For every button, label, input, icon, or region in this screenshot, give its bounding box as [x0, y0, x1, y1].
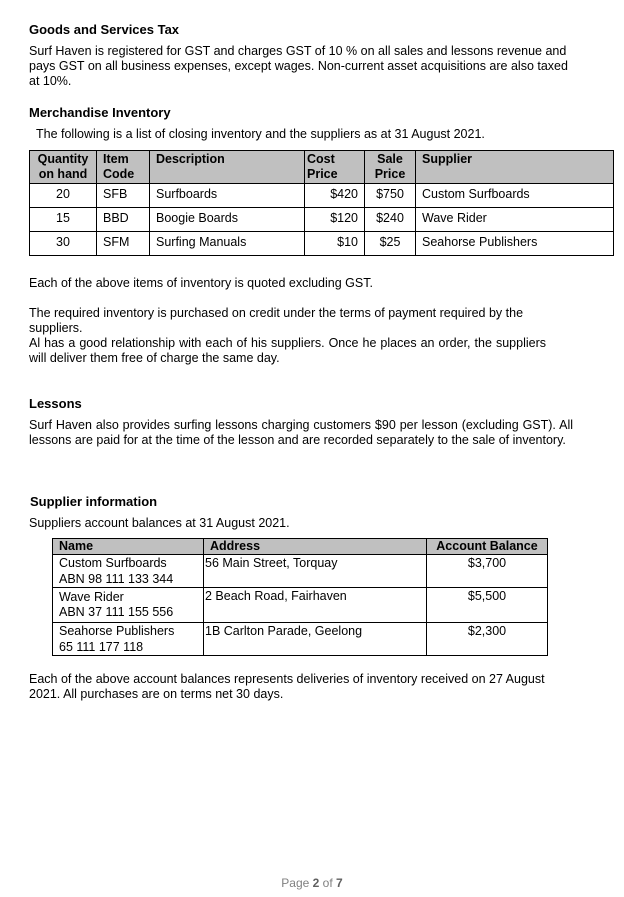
inventory-relationship-note: Al has a good relationship with each of his suppliers. Once he places an order, the suppliers will deliver them free of charge the same day.: [29, 336, 546, 365]
header-qty: Quantity on hand: [30, 151, 97, 184]
supplier-intro: Suppliers account balances at 31 August 2021.: [29, 516, 290, 530]
row-sale: $240: [365, 208, 416, 232]
row-sale: $750: [365, 184, 416, 208]
row-cost: $10: [305, 232, 365, 256]
supplier-name: Custom Surfboards: [59, 556, 167, 570]
supplier-balance: $5,500: [427, 588, 548, 623]
inventory-table: [29, 150, 614, 256]
header-sale: Sale Price: [365, 151, 416, 184]
footer-of-word: of: [322, 876, 333, 890]
gst-heading: Goods and Services Tax: [29, 22, 180, 37]
table-row: [53, 588, 548, 623]
supplier-header-row: [53, 539, 548, 555]
row-code: SFM: [97, 232, 150, 256]
supplier-name-cell: [53, 555, 204, 588]
supplier-abn: 65 111 177 118: [59, 640, 144, 654]
row-qty: 15: [30, 208, 97, 232]
header-code: Item Code: [97, 151, 150, 184]
row-code: BBD: [97, 208, 150, 232]
table-row: [53, 555, 548, 588]
supplier-table: [52, 538, 548, 656]
row-sale: $25: [365, 232, 416, 256]
header-name: Name: [53, 539, 204, 555]
supplier-heading: Supplier information: [30, 494, 158, 509]
gst-paragraph: Surf Haven is registered for GST and charges GST of 10 % on all sales and lessons revenue and pays GST on all business expenses, except wages. Non-current asset acquisitions are also taxed at 10%.: [29, 44, 568, 88]
row-description: Surfing Manuals: [150, 232, 305, 256]
inventory-heading: Merchandise Inventory: [29, 105, 171, 120]
row-qty: 20: [30, 184, 97, 208]
header-cost: Cost Price: [305, 151, 365, 184]
supplier-name-cell: [53, 623, 204, 656]
table-row: [53, 623, 548, 656]
row-supplier: Seahorse Publishers: [416, 232, 614, 256]
inventory-header-row: [30, 151, 614, 184]
header-address: Address: [204, 539, 427, 555]
table-row: [30, 184, 614, 208]
row-supplier: Wave Rider: [416, 208, 614, 232]
lessons-paragraph: Surf Haven also provides surfing lessons charging customers $90 per lesson (excluding GST). All lessons are paid for at the time of the lesson and are recorded separately to the sale of inventory.: [29, 418, 573, 447]
supplier-address: 1B Carlton Parade, Geelong: [204, 623, 427, 656]
row-cost: $120: [305, 208, 365, 232]
inventory-credit-note: The required inventory is purchased on credit under the terms of payment required by the suppliers.: [29, 306, 524, 335]
footer-page-word: Page: [281, 876, 310, 890]
row-code: SFB: [97, 184, 150, 208]
header-balance: Account Balance: [427, 539, 548, 555]
table-row: [30, 232, 614, 256]
table-row: [30, 208, 614, 232]
row-supplier: Custom Surfboards: [416, 184, 614, 208]
inventory-gst-note: Each of the above items of inventory is quoted excluding GST.: [29, 276, 373, 290]
supplier-name: Wave Rider: [59, 590, 124, 604]
row-cost: $420: [305, 184, 365, 208]
inventory-intro: The following is a list of closing inventory and the suppliers as at 31 August 2021.: [36, 127, 485, 141]
header-supplier: Supplier: [416, 151, 614, 184]
supplier-balance: $2,300: [427, 623, 548, 656]
supplier-abn: ABN 98 111 133 344: [59, 572, 174, 586]
header-description: Description: [150, 151, 305, 184]
supplier-name: Seahorse Publishers: [59, 624, 175, 638]
footer-page-total: 7: [336, 876, 343, 890]
supplier-address: 56 Main Street, Torquay: [204, 555, 427, 588]
supplier-note: Each of the above account balances represents deliveries of inventory received on 27 August 2021. All purchases are on terms net 30 days.: [29, 672, 545, 701]
lessons-heading: Lessons: [29, 396, 82, 411]
supplier-balance: $3,700: [427, 555, 548, 588]
supplier-abn: ABN 37 111 155 556: [59, 605, 174, 619]
supplier-address: 2 Beach Road, Fairhaven: [204, 588, 427, 623]
page-footer: [0, 876, 624, 890]
supplier-name-cell: [53, 588, 204, 623]
row-description: Boogie Boards: [150, 208, 305, 232]
row-description: Surfboards: [150, 184, 305, 208]
row-qty: 30: [30, 232, 97, 256]
footer-page-number: 2: [312, 876, 320, 890]
